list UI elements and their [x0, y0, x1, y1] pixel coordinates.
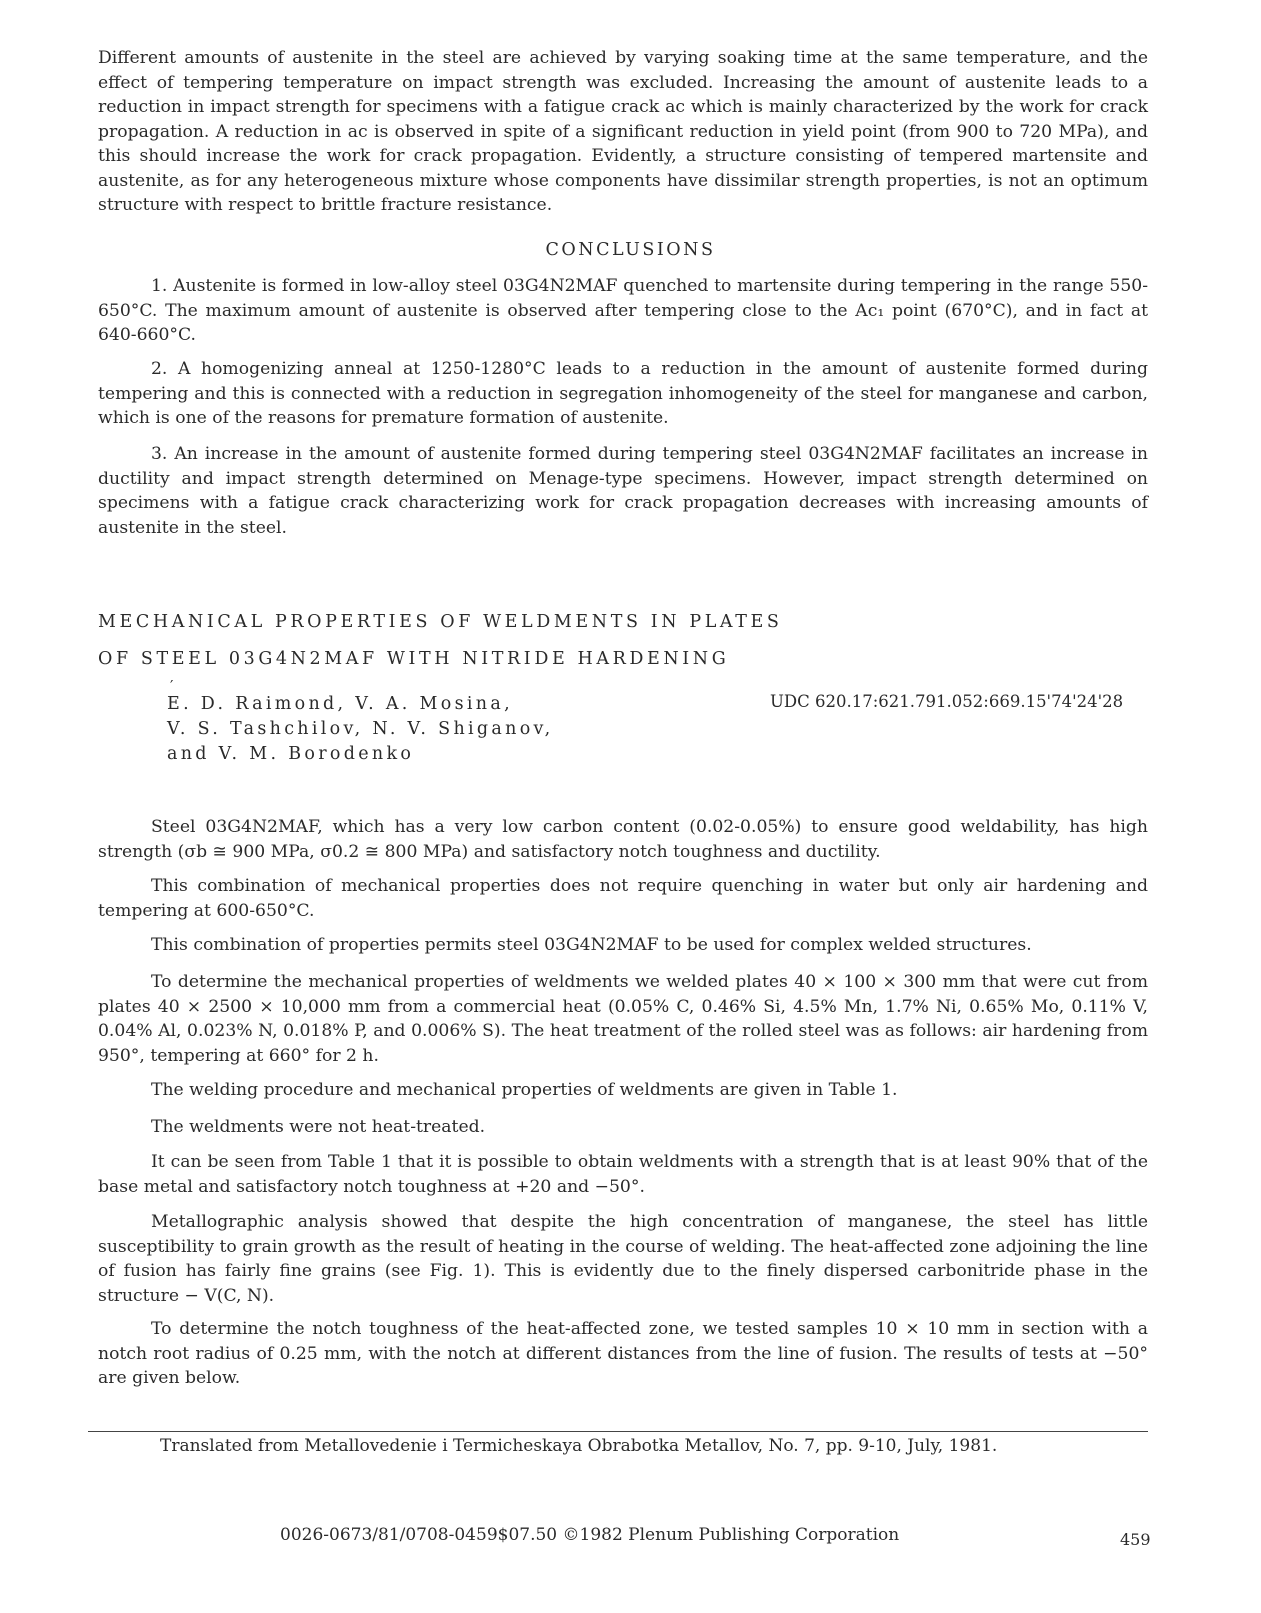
conclusions-heading: CONCLUSIONS [545, 240, 716, 260]
body-paragraph-3: This combination of properties permits steel 03G4N2MAF to be used for complex welded structures. [151, 935, 1032, 955]
authors-line-1: E. D. Raimond, V. A. Mosina, [167, 694, 513, 714]
body-paragraph-8: Metallographic analysis showed that despite the high concentration of manganese, the steel has little susceptibility to grain growth as the result of heating in the course of welding. The heat-affected zone adjoining the line of fusion has fairly fine grains (see Fig. 1). This is evidently due to the finely dispersed carbonitride phase in the structure − V(C, N). [98, 1212, 1148, 1306]
copyright-pricing-line: 0026-0673/81/0708-0459$07.50 ©1982 Plenum Publishing Corporation [280, 1525, 900, 1545]
author-accent-mark: ′ [170, 677, 174, 695]
article-title-line-1: MECHANICAL PROPERTIES OF WELDMENTS IN PLATES [98, 612, 783, 632]
body-paragraph-2: This combination of mechanical properties does not require quenching in water but only air hardening and tempering at 600-650°C. [98, 876, 1148, 921]
body-paragraph-9: To determine the notch toughness of the heat-affected zone, we tested samples 10 × 10 mm in section with a notch root radius of 0.25 mm, with the notch at different distances from the line of fusion. The results of tests at −50° are given below. [98, 1319, 1148, 1388]
body-paragraph-5: The welding procedure and mechanical properties of weldments are given in Table 1. [151, 1080, 898, 1100]
translation-footnote: Translated from Metallovedenie i Termicheskaya Obrabotka Metallov, No. 7, pp. 9-10, July, 1981. [160, 1436, 998, 1456]
conclusion-1: 1. Austenite is formed in low-alloy steel 03G4N2MAF quenched to martensite during tempering in the range 550-650°C. The maximum amount of austenite is observed after tempering close to the Ac₁ point (670°C), and in fact at 640-660°C. [98, 276, 1148, 345]
body-paragraph-4: To determine the mechanical properties of weldments we welded plates 40 × 100 × 300 mm that were cut from plates 40 × 2500 × 10,000 mm from a commercial heat (0.05% C, 0.46% Si, 4.5% Mn, 1.7% Ni, 0.65% Mo, 0.11% V, 0.04% Al, 0.023% N, 0.018% P, and 0.006% S). The heat treatment of the rolled steel was as follows: air hardening from 950°, tempering at 660° for 2 h. [98, 972, 1148, 1066]
article-title-line-2: OF STEEL 03G4N2MAF WITH NITRIDE HARDENING [98, 649, 730, 669]
page-number: 459 [1120, 1530, 1151, 1549]
authors-line-3: and V. M. Borodenko [167, 744, 415, 764]
body-paragraph-6: The weldments were not heat-treated. [151, 1117, 486, 1137]
conclusion-3: 3. An increase in the amount of austenite formed during tempering steel 03G4N2MAF facilitates an increase in ductility and impact strength determined on Menage-type specimens. However, impact strength determined on specimens with a fatigue crack characterizing work for crack propagation decreases with increasing amounts of austenite in the steel. [98, 444, 1148, 538]
authors-line-2: V. S. Tashchilov, N. V. Shiganov, [167, 719, 554, 739]
footnote-divider [88, 1431, 1148, 1432]
conclusion-2: 2. A homogenizing anneal at 1250-1280°C leads to a reduction in the amount of austenite formed during tempering and this is connected with a reduction in segregation inhomogeneity of the steel for manganese and carbon, which is one of the reasons for premature formation of austenite. [98, 359, 1148, 428]
body-paragraph-7: It can be seen from Table 1 that it is possible to obtain weldments with a strength that is at least 90% that of the base metal and satisfactory notch toughness at +20 and −50°. [98, 1152, 1148, 1197]
intro-paragraph: Different amounts of austenite in the steel are achieved by varying soaking time at the same temperature, and the effect of tempering temperature on impact strength was excluded. Increasing the amount of austenite leads to a reduction in impact strength for specimens with a fatigue crack aс which is mainly characterized by the work for crack propagation. A reduction in aс is observed in spite of a significant reduction in yield point (from 900 to 720 MPa), and this should increase the work for crack propagation. Evidently, a structure consisting of tempered martensite and austenite, as for any heterogeneous mixture whose components have dissimilar strength properties, is not an optimum structure with respect to brittle fracture resistance. [98, 48, 1148, 215]
body-paragraph-1: Steel 03G4N2MAF, which has a very low carbon content (0.02-0.05%) to ensure good weldability, has high strength (σb ≅ 900 MPa, σ0.2 ≅ 800 MPa) and satisfactory notch toughness and ductility. [98, 817, 1148, 862]
udc-code: UDC 620.17:621.791.052:669.15'74'24'28 [770, 692, 1124, 711]
